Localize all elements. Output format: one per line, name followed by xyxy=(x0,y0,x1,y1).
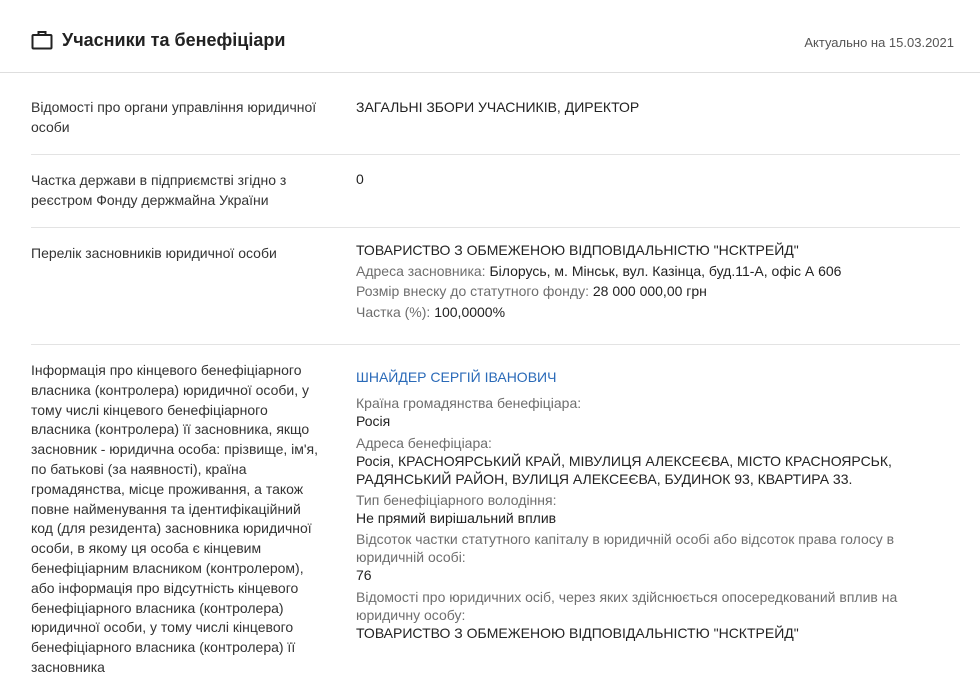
founder-contribution-value: 28 000 000,00 грн xyxy=(592,283,707,299)
beneficiary-address-line: Росія, КРАСНОЯРСЬКИЙ КРАЙ, МІВУЛИЦЯ АЛЕКСЕЄВА, МІСТО КРАСНОЯРСЬК, xyxy=(356,452,892,469)
ownership-type-label: Тип бенефіціарного володіння: xyxy=(356,491,557,508)
briefcase-icon xyxy=(31,30,53,50)
capital-percent-label: юридичній особі: xyxy=(356,549,466,565)
section-title: Учасники та бенефіціари xyxy=(62,30,286,50)
intermediary-entities-label: юридичну особу: xyxy=(356,606,466,623)
founder-address-label: Адреса засновника: xyxy=(356,262,486,279)
founders-row xyxy=(31,228,960,345)
intermediary-entities-value: ТОВАРИСТВО З ОБМЕЖЕНОЮ ВІДПОВІДАЛЬНІСТЮ "НСКТРЕЙД" xyxy=(356,624,799,641)
actual-date: Актуально на 15.03.2021 xyxy=(804,35,954,50)
founders-label: Перелік засновників юридичної особи xyxy=(31,245,277,261)
founder-share-label: Частка (%): xyxy=(356,303,431,320)
state-share-value: 0 xyxy=(356,171,364,187)
state-share-row xyxy=(31,155,960,228)
citizenship-value: Росія xyxy=(356,413,391,429)
beneficiary-label: Інформація про кінцевого бенефіціарного власника (контролера) юридичної особи, у тому числі кінцевого бенефіціарного власника (контролера) її засновника, якщо засновник - юридична особа: прізвище, ім'я, по батькові (за наявності), країна громадянства, місце проживання, а також повне найменування та ідентифікаційний код (для резидента) засновника юридичної особи, в якому ця особа є кінцевим бенефіціарним власником (контролером), або інформація про відсутність кінцевого бенефіціарного власника (контролера) юридичної особи, у тому числі кінцевого бенефіціарного власника (контролера) її засновника xyxy=(31,362,319,675)
founder-name: ТОВАРИСТВО З ОБМЕЖЕНОЮ ВІДПОВІДАЛЬНІСТЮ "НСКТРЕЙД" xyxy=(356,242,799,258)
intermediary-entities-label: Відомості про юридичних осіб, через яких здійснюється опосередкований вплив на xyxy=(356,588,898,605)
founder-contribution-label: Розмір внеску до статутного фонду: xyxy=(356,283,589,299)
founder-address-value: Білорусь, м. Мінськ, вул. Казінца, буд.11-А, офіс А 606 xyxy=(489,262,842,279)
state-share-label: Частка держави в підприємстві згідно з реєстром Фонду держмайна України xyxy=(31,172,287,208)
section-header xyxy=(0,0,980,73)
capital-percent-value: 76 xyxy=(356,567,372,583)
governance-row xyxy=(31,72,960,155)
beneficiary-address-line: РАДЯНСЬКИЙ РАЙОН, ВУЛИЦЯ АЛЕКСЕЄВА, БУДИНОК 93, КВАРТИРА 33. xyxy=(356,471,853,487)
beneficiary-details xyxy=(356,367,936,642)
capital-percent-label: Відсоток частки статутного капіталу в юридичній особі або відсоток права голосу в xyxy=(356,531,895,547)
ownership-type-value: Не прямий вирішальний вплив xyxy=(356,509,557,526)
founder-share-value: 100,0000% xyxy=(434,303,506,320)
governance-value: ЗАГАЛЬНІ ЗБОРИ УЧАСНИКІВ, ДИРЕКТОР xyxy=(356,99,640,115)
beneficiary-row xyxy=(31,345,960,687)
governance-label: Відомості про органи управління юридичної особи xyxy=(31,99,317,135)
beneficiary-address-label: Адреса бенефіціара: xyxy=(356,434,492,451)
citizenship-label: Країна громадянства бенефіціара: xyxy=(356,395,582,411)
beneficiary-name-link[interactable]: ШНАЙДЕР СЕРГІЙ ІВАНОВИЧ xyxy=(356,369,557,385)
founder-details xyxy=(356,240,936,322)
